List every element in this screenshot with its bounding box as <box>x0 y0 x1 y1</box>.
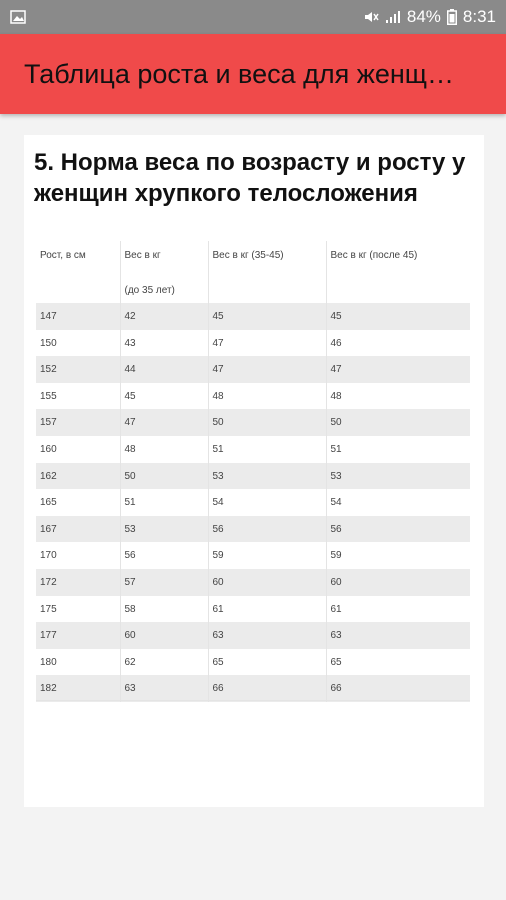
table-cell: 167 <box>36 516 120 543</box>
battery-icon <box>447 9 457 25</box>
table-cell: 65 <box>326 649 470 676</box>
table-row <box>36 569 470 596</box>
table-cell: 51 <box>326 436 470 463</box>
table-cell: 155 <box>40 390 57 402</box>
table-cell: 56 <box>208 516 326 543</box>
battery-level: 84% <box>406 7 441 26</box>
table-cell: 48 <box>208 383 326 410</box>
table-row <box>36 330 470 357</box>
table-cell: 47 <box>120 409 208 436</box>
table-row <box>36 675 470 702</box>
table-body <box>36 303 470 702</box>
table-cell: 48 <box>326 383 470 410</box>
table-cell: 150 <box>40 337 57 349</box>
table-cell: 160 <box>40 443 57 455</box>
table-bottom-border <box>36 700 470 701</box>
weight-table <box>36 241 470 702</box>
table-cell: 165 <box>40 497 57 509</box>
table-cell: 170 <box>40 550 57 562</box>
table-row <box>36 489 470 516</box>
table-cell: 46 <box>326 330 470 357</box>
table-cell: 54 <box>326 489 470 516</box>
table-row <box>36 409 470 436</box>
mute-icon <box>363 10 379 24</box>
table-cell: 157 <box>36 409 120 436</box>
table-cell: 43 <box>120 330 208 357</box>
table-cell: 47 <box>208 356 326 383</box>
table-cell: 56 <box>326 516 470 543</box>
table-cell: 44 <box>120 356 208 383</box>
table-cell: 47 <box>326 356 470 383</box>
app-bar <box>0 34 506 114</box>
table-row <box>36 542 470 569</box>
table-cell: 66 <box>208 675 326 702</box>
signal-icon <box>385 10 401 24</box>
table-row <box>36 622 470 649</box>
table-header-row <box>36 241 470 303</box>
table-row <box>36 516 470 543</box>
table-cell: 50 <box>208 409 326 436</box>
table-cell: 50 <box>120 463 208 490</box>
header-weight-under-35: Вес в кг (до 35 лет) <box>120 241 208 303</box>
clock: 8:31 <box>462 7 496 26</box>
table-cell: 63 <box>208 622 326 649</box>
table-cell: 58 <box>120 596 208 623</box>
table-cell: 180 <box>40 656 57 668</box>
header-weight-35-45: Вес в кг (35-45) <box>208 241 326 303</box>
table-row <box>36 463 470 490</box>
table-cell: 63 <box>326 622 470 649</box>
table-cell: 59 <box>326 542 470 569</box>
table-row <box>36 356 470 383</box>
table-cell: 162 <box>36 463 120 490</box>
table-cell: 152 <box>36 356 120 383</box>
table-cell: 66 <box>326 675 470 702</box>
table-cell: 147 <box>36 303 120 330</box>
table-cell: 53 <box>326 463 470 490</box>
table-cell: 45 <box>208 303 326 330</box>
table-cell: 62 <box>120 649 208 676</box>
table-cell: 47 <box>208 330 326 357</box>
article-heading: 5. Норма веса по возрасту и росту у женщин хрупкого телосложения <box>34 149 466 207</box>
table-row <box>36 436 470 463</box>
table-cell: 45 <box>120 383 208 410</box>
table-cell: 61 <box>326 596 470 623</box>
table-row <box>36 596 470 623</box>
table-cell: 59 <box>208 542 326 569</box>
table-cell: 60 <box>326 569 470 596</box>
table-cell: 177 <box>36 622 120 649</box>
table-cell: 42 <box>120 303 208 330</box>
table-cell: 61 <box>208 596 326 623</box>
table-cell: 57 <box>120 569 208 596</box>
table-cell: 50 <box>326 409 470 436</box>
table-cell: 45 <box>326 303 470 330</box>
article-card <box>24 135 484 807</box>
table-row <box>36 649 470 676</box>
table-cell: 51 <box>208 436 326 463</box>
table-cell: 182 <box>36 675 120 702</box>
table-cell: 51 <box>120 489 208 516</box>
table-cell: 175 <box>40 603 57 615</box>
table-cell: 54 <box>208 489 326 516</box>
table-cell: 53 <box>208 463 326 490</box>
gallery-icon <box>10 10 26 24</box>
table-cell: 60 <box>120 622 208 649</box>
table-cell: 65 <box>208 649 326 676</box>
table-cell: 63 <box>120 675 208 702</box>
table-cell: 60 <box>208 569 326 596</box>
table-row <box>36 303 470 330</box>
table-cell: 172 <box>36 569 120 596</box>
header-weight-over-45: Вес в кг (после 45) <box>326 241 470 303</box>
header-height: Рост, в см <box>40 250 86 261</box>
page-title: Таблица роста и веса для женщ… <box>24 58 454 89</box>
table-row <box>36 383 470 410</box>
table-cell: 48 <box>120 436 208 463</box>
table-cell: 53 <box>120 516 208 543</box>
status-bar <box>0 0 506 34</box>
table-cell: 56 <box>120 542 208 569</box>
